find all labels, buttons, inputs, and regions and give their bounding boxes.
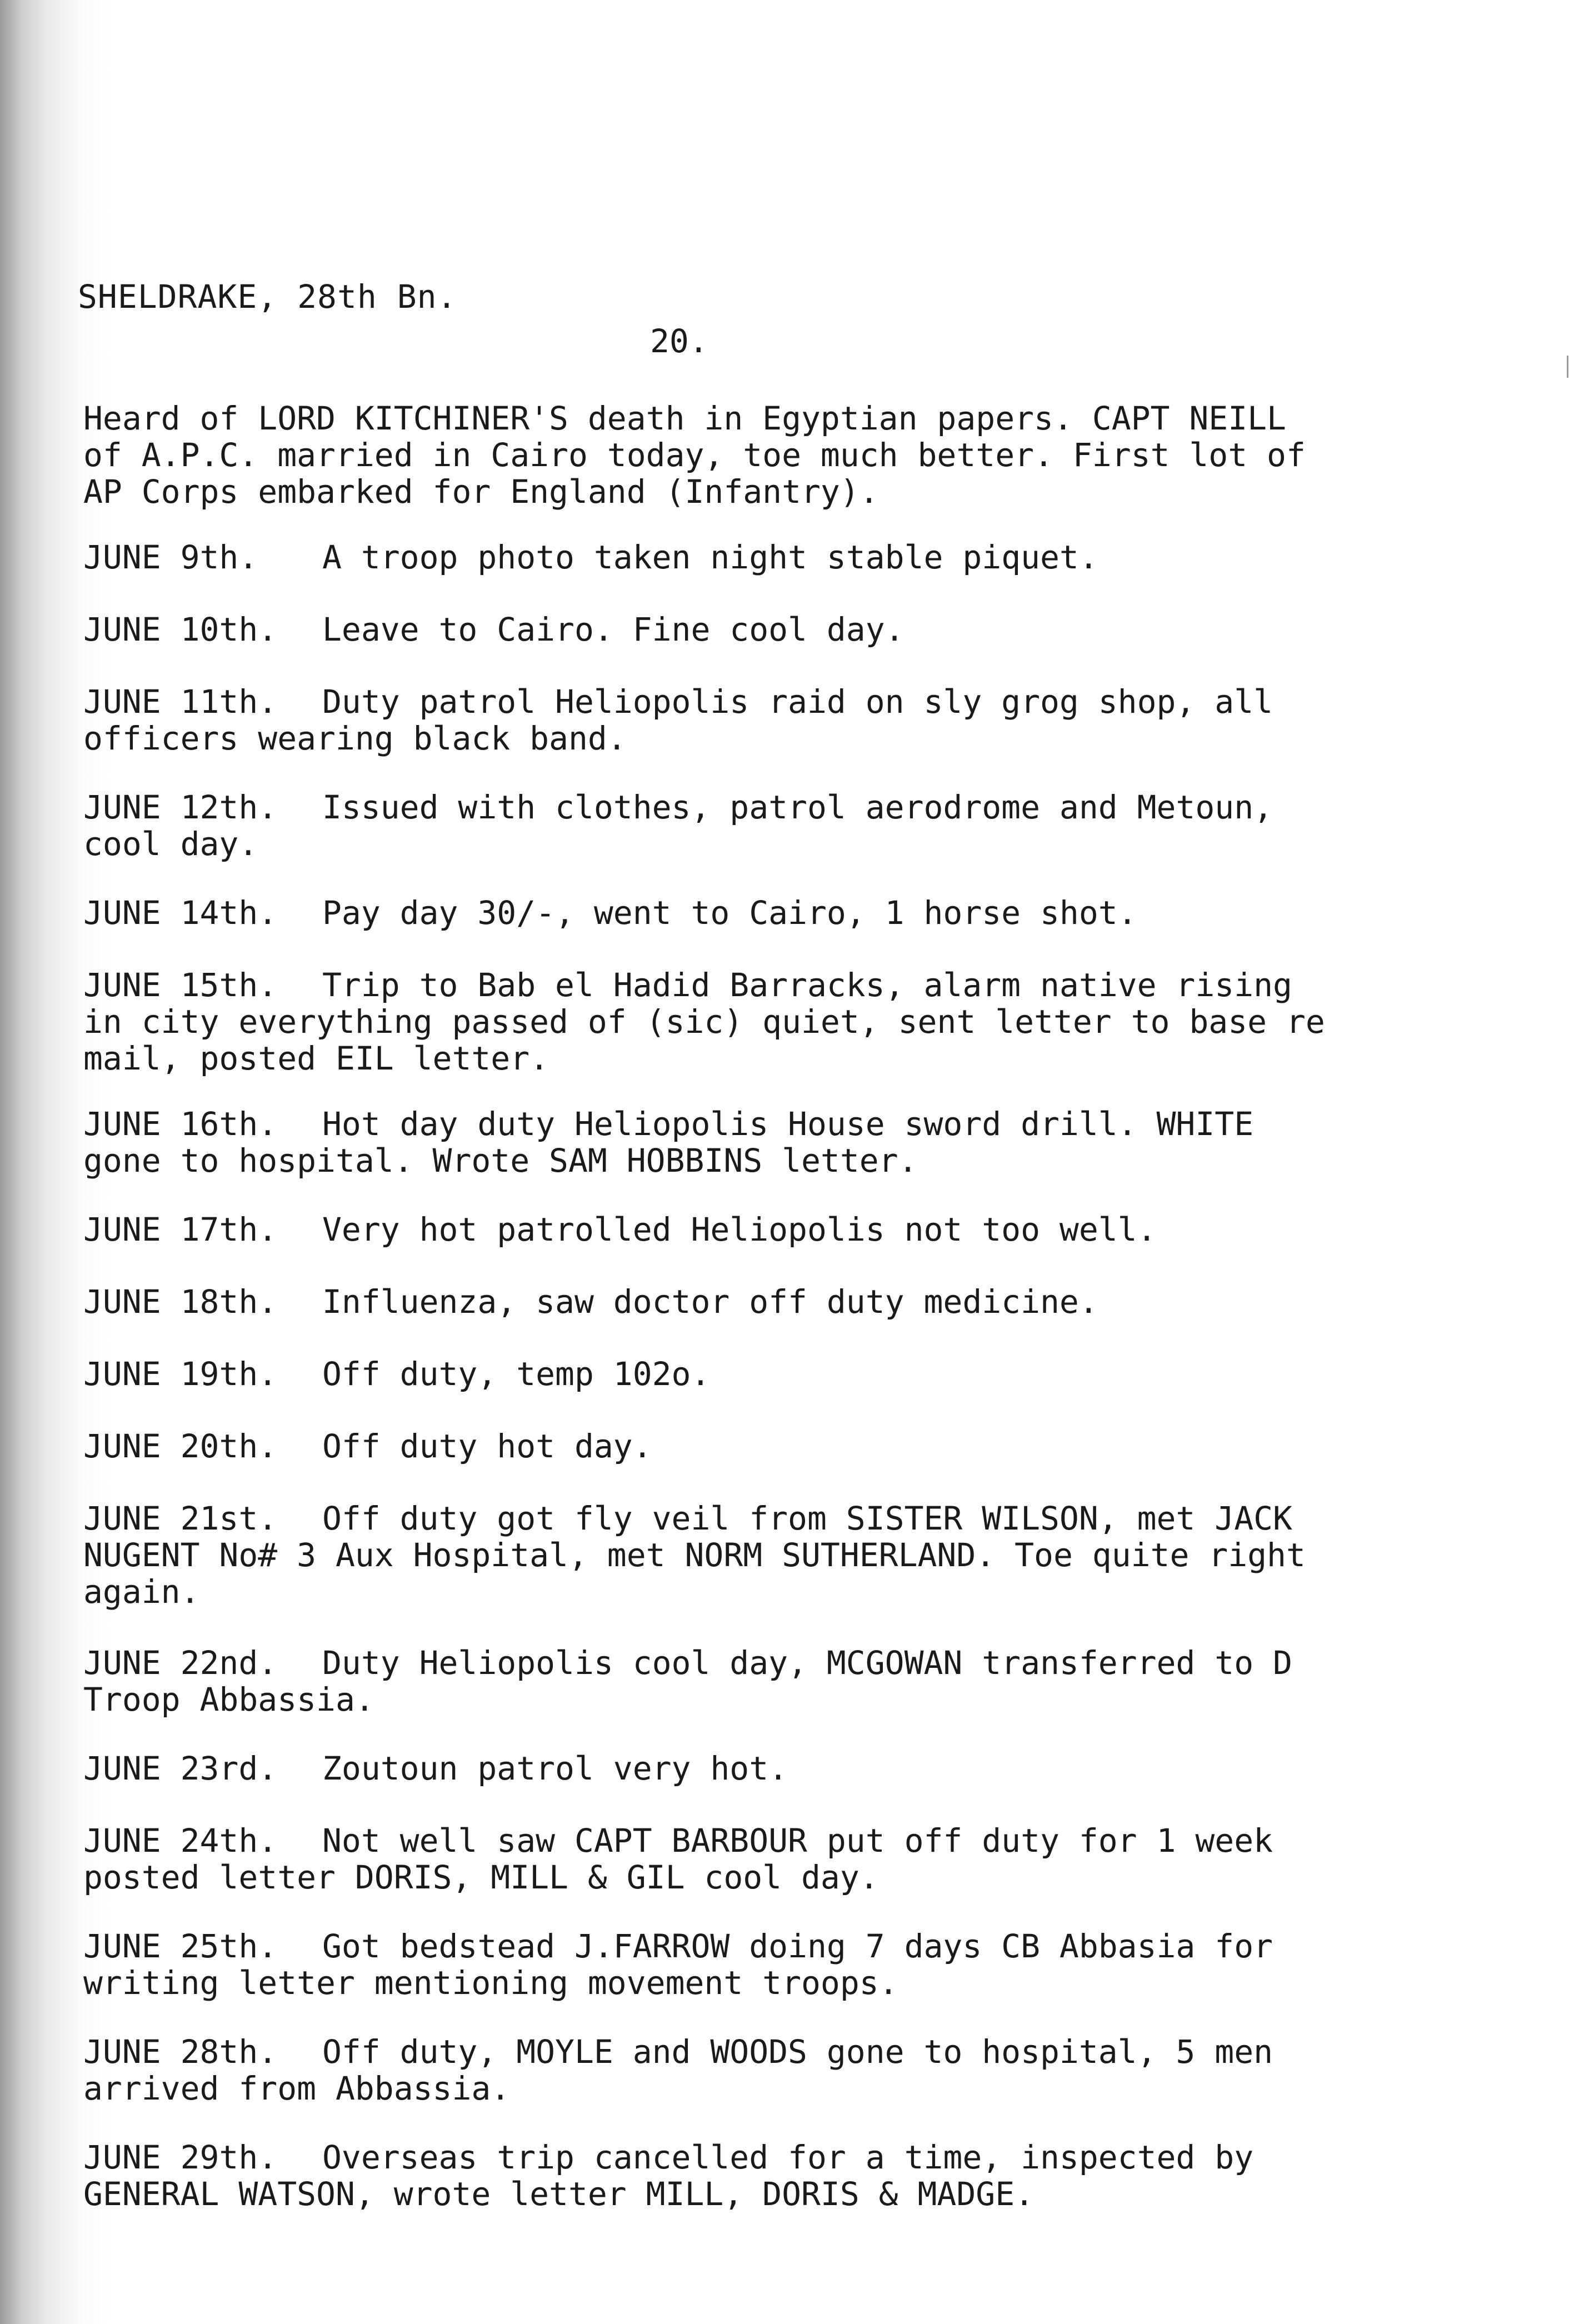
diary-entry — [83, 611, 1339, 648]
diary-entry — [83, 683, 1339, 757]
entry-date: JUNE 22nd. — [83, 1644, 278, 1682]
entry-date: JUNE 12th. — [83, 788, 278, 826]
entry-date: JUNE 25th. — [83, 1927, 278, 1965]
entry-text: A troop photo taken night stable piquet. — [322, 538, 1098, 576]
diary-entry — [83, 1645, 1339, 1718]
entry-date: JUNE 21st. — [83, 1500, 278, 1537]
entry-text: Issued with clothes, patrol aerodrome and Metoun, cool day. — [83, 788, 1292, 863]
diary-entry — [83, 2139, 1339, 2212]
entry-text: Overseas trip cancelled for a time, inspected by GENERAL WATSON, wrote letter MILL, DORIS & MADGE. — [83, 2138, 1273, 2213]
entry-text: Off duty, temp 102o. — [322, 1355, 711, 1393]
diary-entry — [83, 1750, 1339, 1787]
entry-date: JUNE 23rd. — [83, 1750, 278, 1787]
entry-date: JUNE 9th. — [83, 538, 258, 576]
entry-date: JUNE 11th. — [83, 683, 278, 721]
diary-entry — [83, 2033, 1339, 2107]
diary-entry — [83, 894, 1339, 931]
entry-text: Not well saw CAPT BARBOUR put off duty for 1 week posted letter DORIS, MILL & GIL cool day. — [83, 1822, 1292, 1896]
entry-text: Leave to Cairo. Fine cool day. — [322, 611, 905, 648]
entry-date: JUNE 10th. — [83, 611, 278, 648]
page-number: 20. — [650, 322, 708, 360]
diary-entry — [83, 1356, 1339, 1392]
entry-date: JUNE 18th. — [83, 1283, 278, 1321]
entry-text: Influenza, saw doctor off duty medicine. — [322, 1283, 1098, 1321]
entry-text: Hot day duty Heliopolis House sword drill. WHITE gone to hospital. Wrote SAM HOBBINS letter. — [83, 1105, 1273, 1180]
entry-date: JUNE 14th. — [83, 894, 278, 932]
entry-text: Very hot patrolled Heliopolis not too well. — [322, 1211, 1157, 1248]
document-header: SHELDRAKE, 28th Bn. — [78, 278, 457, 316]
entry-date: JUNE 20th. — [83, 1427, 278, 1465]
entry-date: JUNE 16th. — [83, 1105, 278, 1143]
entry-text: Zoutoun patrol very hot. — [322, 1750, 788, 1787]
intro-paragraph: Heard of LORD KITCHINER'S death in Egyptian papers. CAPT NEILL of A.P.C. married in Cairo today, toe much better. First lot of AP Corps embarked for England (Infantry). — [83, 399, 1325, 511]
diary-entry — [83, 1211, 1339, 1248]
entry-text: Pay day 30/-, went to Cairo, 1 horse shot. — [322, 894, 1137, 932]
entry-date: JUNE 24th. — [83, 1822, 278, 1860]
entry-text: Off duty, MOYLE and WOODS gone to hospital, 5 men arrived from Abbassia. — [83, 2033, 1292, 2107]
diary-entry — [83, 1106, 1339, 1179]
entry-date: JUNE 19th. — [83, 1355, 278, 1393]
entry-text: Duty Heliopolis cool day, MCGOWAN transferred to D Troop Abbassia. — [83, 1644, 1312, 1718]
entry-text: Trip to Bab el Hadid Barracks, alarm native rising in city everything passed of (sic) quiet, sent letter to base re mail, posted EIL letter. — [83, 966, 1345, 1077]
entry-text: Duty patrol Heliopolis raid on sly grog shop, all officers wearing black band. — [83, 683, 1292, 757]
margin-mark — [1567, 356, 1574, 378]
entry-text: Off duty got fly veil from SISTER WILSON, met JACK NUGENT No# 3 Aux Hospital, met NORM SUTHERLAND. Toe quite right again. — [83, 1500, 1325, 1611]
diary-entry — [83, 1428, 1339, 1465]
entry-date: JUNE 28th. — [83, 2033, 278, 2071]
diary-entry — [83, 1822, 1339, 1896]
entry-date: JUNE 29th. — [83, 2138, 278, 2176]
diary-entry — [83, 1928, 1339, 2001]
entry-text: Off duty hot day. — [322, 1427, 652, 1465]
entry-date: JUNE 17th. — [83, 1211, 278, 1248]
entry-text: Got bedstead J.FARROW doing 7 days CB Abbasia for writing letter mentioning movement troops. — [83, 1927, 1292, 2002]
diary-entry — [83, 1500, 1339, 1610]
diary-entry — [83, 1283, 1339, 1320]
entry-date: JUNE 15th. — [83, 966, 278, 1004]
diary-entry — [83, 966, 1345, 1077]
diary-entry — [83, 789, 1339, 862]
diary-entry — [83, 539, 1339, 576]
